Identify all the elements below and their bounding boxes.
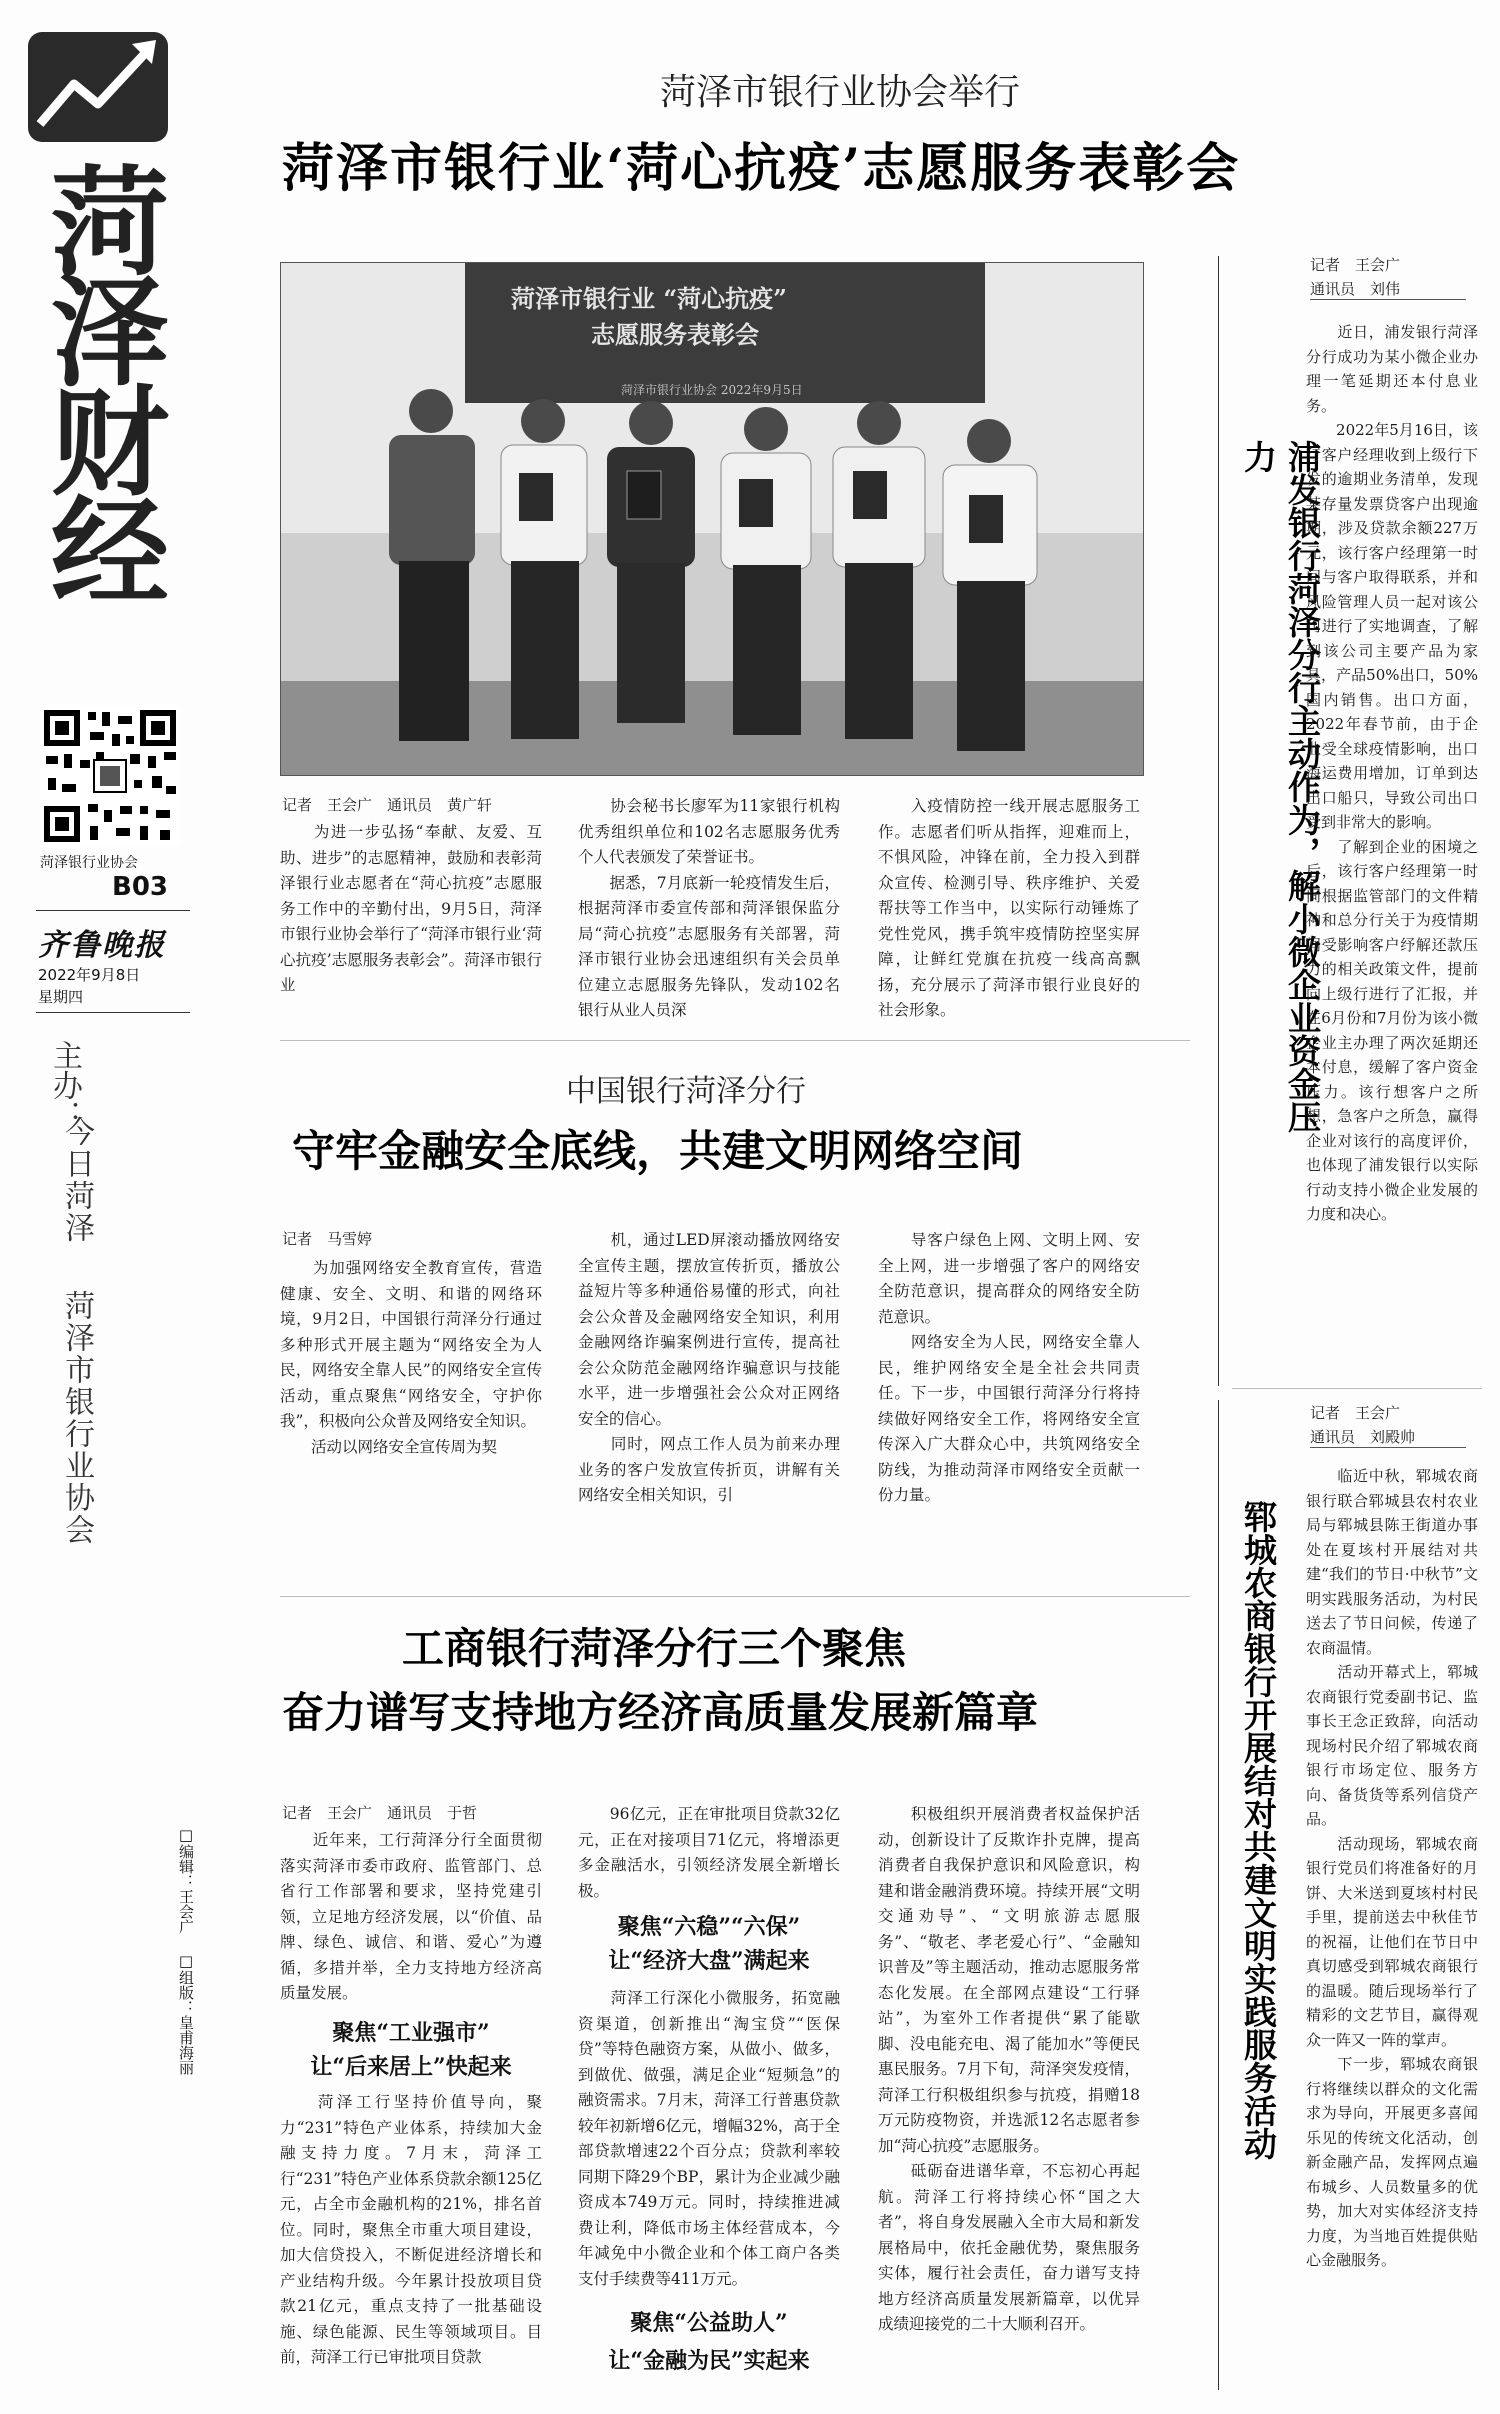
article4-byline-correspondent: 通讯员 刘伟 bbox=[1310, 278, 1466, 300]
article4-body: 近日，浦发银行菏泽分行成功为某小微企业办理一笔延期还本付息业务。 2022年5月16日，该行客户经理收到上级行下发的逾期业务清单，发现某存量发票贷客户出现逾期，涉及贷款余额227万元，该行客户经理第一时间与客户取得联系，并和风险管理人员一起对该公司进行了实地调查，了解到该公司主要产品为家具，产品50%出口，50%国内销售。出口方面，2022年春节前，由于企业受全球疫情影响，出口海运费用增加，订单到达出口船只，导致公司出口受到非常大的影响。 了解到企业的困境之后，该行客户经理第一时间根据监管部门的文件精神和总分行关于为疫情期间受影响客户纾解还款压力的相关政策文件，提前向上级行进行了汇报，并在6月份和7月份为该小微企业主办理了两次延期还本付息，缓解了客户资金压力。该行想客户之所想，急客户之所急，赢得企业对该行的高度评价，也体现了浦发银行以实际行动支持小微企业发展的力度和决心。 bbox=[1306, 323, 1478, 1223]
article5-body: 临近中秋，郓城农商银行联合郓城县农村农业局与郓城县陈王街道办事处在夏垓村开展结对共建“我们的节日·中秋节”文明实践服务活动，为村民送去了节日问候，传递了农商温情。 活动开幕式上，郓城农商银行党委副书记、监事长王念正致辞，向活动现场村民介绍了郓城农商银行市场定位、服务方向、备货货等系列信贷产品。 活动现场，郓城农商银行党员们将准备好的月饼、大米送到夏垓村村民手里，提前送去中秋佳节的祝福，让他们在节日中真切感受到郓城农商银行的温暖。随后现场举行了精彩的文艺节目，赢得观众一阵又一阵的掌声。 下一步，郓城农商银行将继续以群众的文化需求为导向，开展更多喜闻乐见的传统文化活动，创新金融产品，发挥网点遍布城乡、人员数量多的优势，加大对实体经济支持力度，为当地百姓提供贴心金融服务。 bbox=[1306, 1467, 1478, 2269]
article1-column-3: 入疫情防控一线开展志愿服务工作。志愿者们听从指挥，迎难而上，不惧风险，冲锋在前，全力投入到群众宣传、检测引导、秩序维护、关爱帮扶等工作当中，以实际行动锤炼了党性党风，携手筑牢疫情防控坚实屏障，让鲜红党旗在抗疫一线高高飘扬，充分展示了菏泽市银行业良好的社会形象。 bbox=[878, 797, 1140, 1019]
article2-column-3: 导客户绿色上网、文明上网、安全上网，进一步增强了客户的网络安全防范意识，提高群众的网络安全防范意识。 网络安全为人民，网络安全靠人民，维护网络安全是全社会共同责任。下一步，中国银行菏泽分行将持续做好网络安全工作，将网络安全宣传深入广大群众心中，共筑网络安全防线，为推动菏泽市网络安全贡献一份力量。 bbox=[878, 1231, 1140, 1504]
article2-headline: 守牢金融安全底线，共建文明网络空间 bbox=[292, 1127, 1023, 1177]
award-recipients-group bbox=[281, 263, 1143, 775]
article3-subhead3-line2: 让“金融为民”实起来 bbox=[608, 2348, 810, 2374]
issue-weekday: 星期四 bbox=[38, 988, 84, 1006]
photo-banner-line3: 菏泽市银行业协会 2022年9月5日 bbox=[621, 383, 803, 397]
article1-byline: 记者 王会广 通讯员 黄广轩 bbox=[282, 796, 493, 814]
article3-intro: 近年来，工行菏泽分行全面贯彻落实菏泽市委市政府、监管部门、总省行工作部署和要求，坚持党建引领，立足地方经济发展，以“价值、品牌、绿色、诚信、和谐、爱心”为遵循，多措并举，全力支持地方经济高质量发展。 bbox=[280, 1831, 542, 2002]
masthead-title: 菏泽财经 bbox=[31, 160, 169, 600]
article2-kicker: 中国银行菏泽分行 bbox=[566, 1074, 806, 1109]
newspaper-name: 齐鲁晚报 bbox=[38, 928, 166, 963]
article4-headline: 浦发银行菏泽分行主动作为，解小微企业资金压力 bbox=[1239, 440, 1322, 1133]
article1-headline: 菏泽市银行业‘菏心抗疫’志愿服务表彰会 bbox=[282, 138, 1241, 199]
article3-column-1b: 菏泽工行坚持价值导向，聚力“231”特色产业体系，持续加大金融支持力度。7月末，菏泽工行“231”特色产业体系贷款余额125亿元，占全市金融机构的21%，排名首位。同时，聚焦全市重大项目建设，加大信贷投入，不断促进经济增长和产业结构升级。今年累计投放项目贷款21亿元，重点支持了一批基础设施、绿色能源、民生等领域项目。目前，菏泽工行已审批项目贷款 bbox=[280, 2093, 542, 2366]
article3-subhead1-line1: 聚焦“工业强市” bbox=[332, 2020, 490, 2046]
article2-column-1: 为加强网络安全教育宣传，营造健康、安全、文明、和谐的网络环境，9月2日，中国银行菏泽分行通过多种形式开展主题为“网络安全为人民，网络安全靠人民”的网络安全宣传活动，重点聚焦“网络安全，守护你我”，积极向公众普及网络安全知识。 活动以网络安全宣传周为契 bbox=[280, 1259, 542, 1456]
designer-credit: □组版：皇甫海丽 bbox=[177, 1952, 195, 2075]
article3-headline-line1: 工商银行菏泽分行三个聚焦 bbox=[402, 1624, 907, 1673]
article3-column-2a: 96亿元，正在审批项目贷款32亿元，正在对接项目71亿元，将增添更多金融活水，引领经济发展全新增长极。 bbox=[578, 1805, 840, 1900]
issue-date: 2022年9月8日 bbox=[38, 966, 141, 984]
article3-headline-line2: 奋力谱写支持地方经济高质量发展新篇章 bbox=[282, 1688, 1039, 1737]
sponsor-today-heze: 今日菏泽 bbox=[59, 1116, 94, 1244]
photo-banner-line2: 志愿服务表彰会 bbox=[591, 320, 759, 349]
article1-kicker: 菏泽市银行业协会举行 bbox=[660, 72, 1021, 113]
article3-column-2b: 菏泽工行深化小微服务，拓宽融资渠道，创新推出“淘宝贷”“医保贷”等特色融资方案，从做小、做多，到做优、做强，满足企业“短频急”的融资需求。7月末，菏泽工行普惠贷款较年初新增6亿元，增幅32%，高于全部贷款增速22个百分点；贷款利率较同期下降29个BP，累计为企业减少融资成本749万元。同时，持续推进减费让利，降低市场主体经营成本，今年减免中小微企业和个体工商户各类支付手续费等411万元。 bbox=[578, 1989, 840, 2288]
article5-byline-reporter: 记者 王会广 bbox=[1310, 1404, 1401, 1422]
editor-credit: □编辑：王会广 bbox=[177, 1826, 195, 1934]
article1-column-1: 为进一步弘扬“奉献、友爱、互助、进步”的志愿精神，鼓励和表彰菏泽银行业志愿者在“菏心抗疫”志愿服务工作中的辛勤付出，9月5日，菏泽市银行业协会举行了“菏泽市银行业‘菏心抗疫’志愿服务表彰会”。菏泽市银行业 bbox=[280, 823, 542, 994]
article3-column-3: 积极组织开展消费者权益保护活动，创新设计了反欺诈扑克牌，提高消费者自我保护意识和风险意识，构建和谐金融消费环境。持续开展“文明交通劝导”、“文明旅游志愿服务”、“敬老、孝老爱心行”、“金融知识普及”等主题活动，推动志愿服务常态化发展。在全部网点建设“工行驿站”，为室外工作者提供“累了能歇脚、没电能充电、渴了能加水”等便民惠民服务。7月下旬，菏泽突发疫情，菏泽工行积极组织参与抗疫，捐赠18万元防疫物资，并选派12名志愿者参加“菏心抗疫”志愿服务。 砥砺奋进谱华章，不忘初心再起航。菏泽工行将持续心怀“国之大者”，将自身发展融入全市大局和新发展格局中，依托金融优势，聚焦服务实体，履行社会责任，奋力谱写支持地方经济高质量发展新篇章，以优异成绩迎接党的二十大顺利召开。 bbox=[878, 1805, 1140, 2333]
article3-subhead1-line2: 让“后来居上”快起来 bbox=[310, 2054, 512, 2080]
sponsor-bank-association: 菏泽市银行业协会 bbox=[59, 1290, 94, 1546]
article5-headline: 郓城农商银行开展结对共建文明实践服务活动 bbox=[1239, 1500, 1278, 2160]
qr-code bbox=[40, 706, 180, 846]
article2-column-2: 机，通过LED屏滚动播放网络安全宣传主题，摆放宣传折页，播放公益短片等多种通俗易懂的形式，向社会公众普及金融网络安全知识，利用金融网络诈骗案例进行宣传，提高社会公众防范金融网络诈骗意识与技能水平，进一步增强社会公众对正网络安全的信心。 同时，网点工作人员为前来办理业务的客户发放宣传折页，讲解有关网络安全相关知识，引 bbox=[578, 1231, 840, 1504]
article4-byline-reporter: 记者 王会广 bbox=[1310, 256, 1401, 274]
article3-byline: 记者 王会广 通讯员 于哲 bbox=[282, 1804, 478, 1822]
masthead-logo bbox=[22, 26, 172, 146]
sponsor-label: 主办： bbox=[47, 1040, 82, 1130]
article1-photo bbox=[280, 262, 1144, 776]
article3-subhead2-line1: 聚焦“六稳”“六保” bbox=[617, 1914, 801, 1940]
article3-subhead3-line1: 聚焦“公益助人” bbox=[630, 2310, 788, 2336]
article2-byline: 记者 马雪婷 bbox=[282, 1230, 373, 1248]
photo-banner-line1: 菏泽市银行业 “菏心抗疫” bbox=[511, 284, 787, 313]
article5-byline-correspondent: 通讯员 刘殿帅 bbox=[1310, 1426, 1466, 1448]
trend-chart-icon bbox=[22, 26, 172, 146]
article3-subhead2-line2: 让“经济大盘”满起来 bbox=[608, 1948, 810, 1974]
qr-caption: 菏泽银行业协会 bbox=[40, 855, 138, 871]
article1-column-2: 协会秘书长廖军为11家银行机构优秀组织单位和102名志愿服务优秀个人代表颁发了荣誉证书。 据悉，7月底新一轮疫情发生后，根据菏泽市委宣传部和菏泽银保监分局“菏心抗疫”志愿服务有关部署，菏泽市银行业协会迅速组织有关会员单位建立志愿服务先锋队，发动102名银行从业人员深 bbox=[578, 797, 840, 1019]
page-number: B03 bbox=[112, 872, 168, 902]
